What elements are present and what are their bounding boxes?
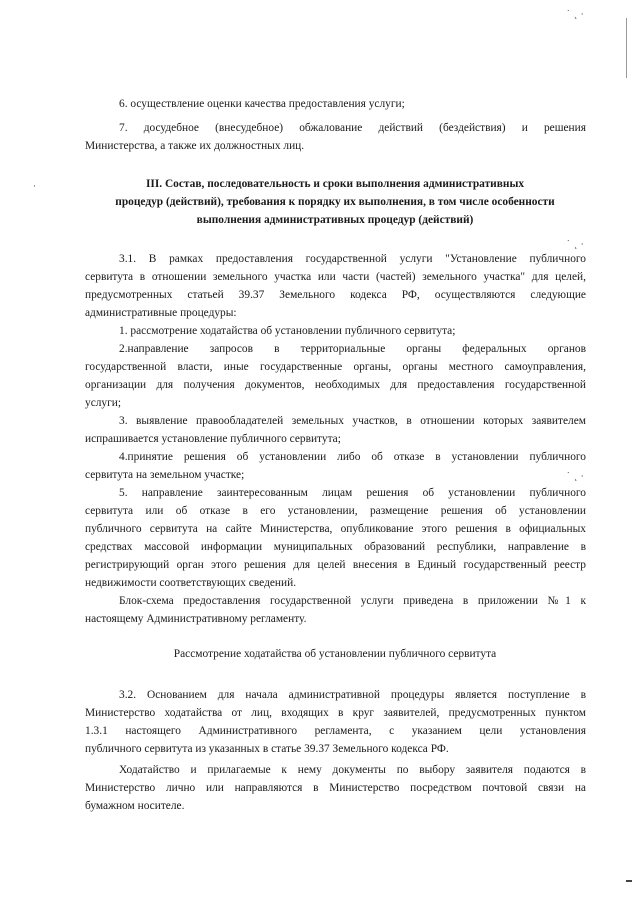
procedure-item-line: 3. выявление правообладателей земельных участков, в отношении которых заявителем (119, 415, 586, 427)
procedure-item-line: недвижимости соответствующих сведений. (85, 577, 297, 589)
paragraph-line: публичного сервитута из указанных в статье 39.37 Земельного кодекса РФ. (85, 743, 449, 755)
section-heading: выполнения административных процедур (действий) (196, 214, 474, 226)
procedure-item-line: публичного сервитута на сайте Министерства, опубликование этого решения в официальных (85, 523, 586, 535)
scan-edge-line (626, 18, 627, 78)
subsection-heading: Рассмотрение ходатайства об установлении публичного сервитута (173, 648, 497, 660)
paragraph-line: Министерство ходатайства от лиц, входящих в круг заявителей, предусмотренных пунктом (85, 707, 586, 719)
procedure-item-line: регистрирующий орган этого решения для целей внесения в Единый государственный реестр (85, 559, 586, 571)
paragraph-line: предусмотренных статьей 39.37 Земельного кодекса РФ, осуществляются следующие (85, 289, 586, 301)
paragraph-line: сервитута в отношении земельного участка или части (частей) земельного участка" для целей, (85, 271, 586, 283)
procedure-item: 1. рассмотрение ходатайства об установлении публичного сервитута; (119, 325, 456, 337)
procedure-item-line: 2.направление запросов в территориальные органы федеральных органов (119, 343, 586, 355)
paragraph-line: бумажном носителе. (85, 800, 185, 812)
procedure-item-line: испрашивается установление публичного сервитута; (85, 433, 341, 445)
procedure-item-line: сервитута или об отказе в его установлении, размещение решения об установлении (85, 505, 586, 517)
paragraph-line: Министерство лично или направляются в Министерство посредством почтовой связи на (85, 782, 586, 794)
paragraph-line: настоящему Административному регламенту. (85, 613, 307, 625)
scan-artifact-mark: ˙ ˛ · (566, 240, 584, 250)
paragraph-line: 3.1. В рамках предоставления государственной услуги "Установление публичного (119, 253, 586, 265)
section-heading: III. Состав, последовательность и сроки выполнения административных (145, 178, 525, 190)
procedure-item-line: услуги; (85, 397, 122, 409)
paragraph-line: Блок-схема предоставления государственной услуги приведена в приложении №1 к (119, 595, 586, 607)
scan-artifact-mark (626, 880, 632, 882)
procedure-item-line: 5. направление заинтересованным лицам решения об установлении публичного (119, 487, 586, 499)
scan-artifact-mark: ˙ ˛ · (566, 472, 584, 482)
list-item-7-line: Министерства, а также их должностных лиц. (85, 140, 305, 152)
list-item-7-line: 7. досудебное (внесудебное) обжалование действий (бездействия) и решения (119, 122, 586, 134)
paragraph-line: административные процедуры: (85, 307, 237, 319)
paragraph-line: Ходатайство и прилагаемые к нему документы по выбору заявителя подаются в (119, 764, 586, 776)
section-heading: процедур (действий), требования к порядку их выполнения, в том числе особенности (115, 196, 555, 208)
scan-artifact-mark: ˙ ˛ · (566, 10, 584, 20)
procedure-item-line: средствах массовой информации муниципальных образований республики, направление в (85, 541, 586, 553)
procedure-item-line: организации для получения документов, необходимых для предоставления государственной (85, 379, 586, 391)
list-item-6: 6. осуществление оценки качества предоставления услуги; (119, 98, 405, 110)
paragraph-line: 3.2. Основанием для начала административной процедуры является поступление в (119, 689, 586, 701)
procedure-item-line: сервитута на земельном участке; (85, 469, 245, 481)
scan-artifact-mark: · (33, 182, 36, 192)
procedure-item-line: 4.принятие решения об установлении либо об отказе в установлении публичного (119, 451, 586, 463)
paragraph-line: 1.3.1 настоящего Административного регламента, с указанием цели установления (85, 725, 586, 737)
procedure-item-line: государственной власти, иные государственные органы, органы местного самоуправления, (85, 361, 586, 373)
